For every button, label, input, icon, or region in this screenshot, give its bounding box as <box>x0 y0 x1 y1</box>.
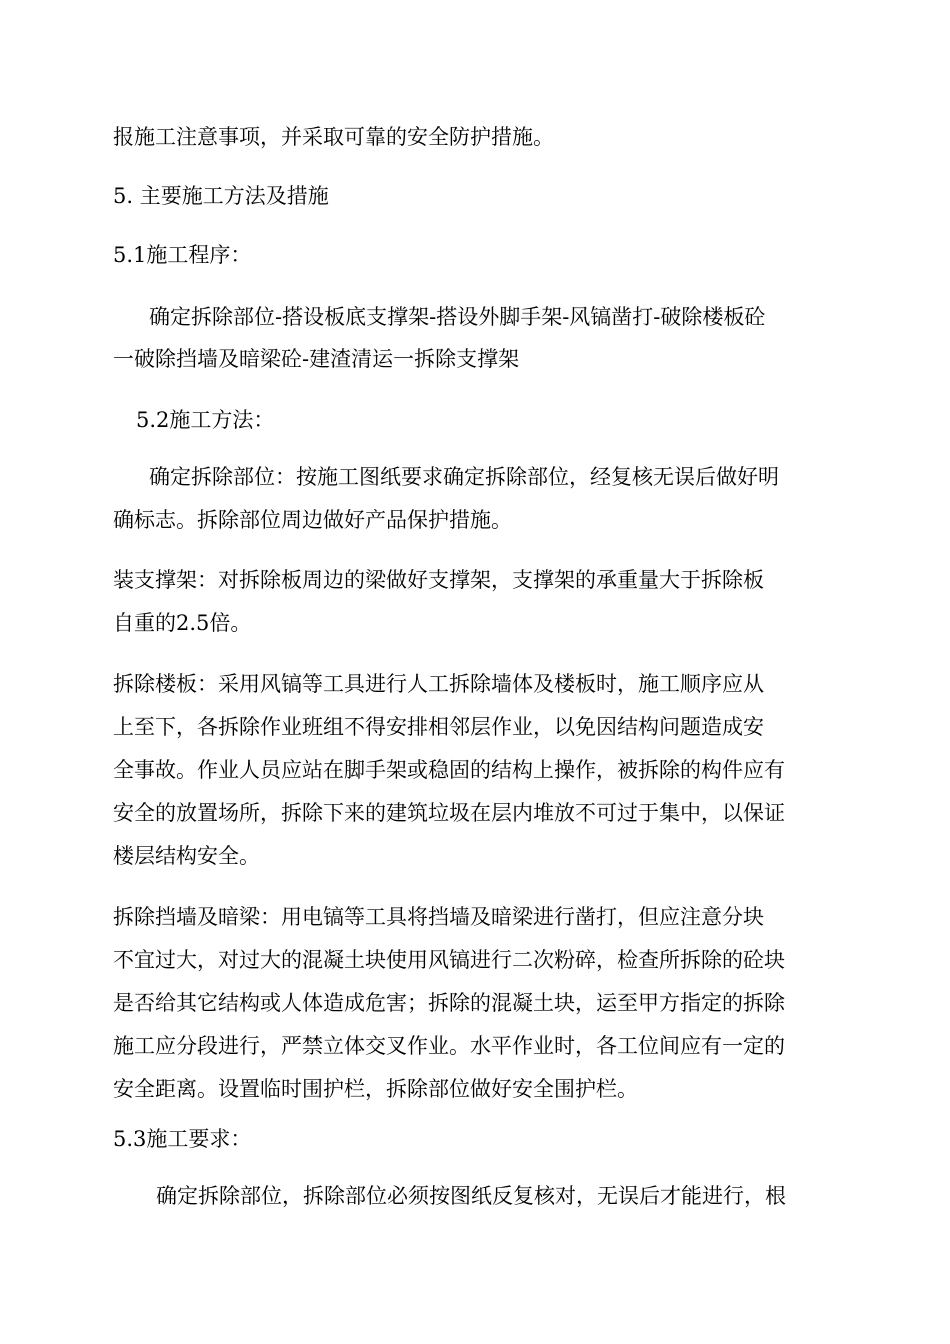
subsection-heading-5-1: 5.1施工程序： <box>113 243 252 267</box>
paragraph-line: 确定拆除部位，拆除部位必须按图纸反复核对，无误后才能进行，根 <box>156 1184 786 1208</box>
subsection-heading-5-3: 5.3施工要求： <box>113 1127 252 1151</box>
paragraph-line: 施工应分段进行，严禁立体交叉作业。水平作业时，各工位间应有一定的 <box>113 1034 785 1058</box>
paragraph-line: 安全距离。设置临时围护栏，拆除部位做好安全围护栏。 <box>113 1077 638 1101</box>
paragraph-line: 自重的2.5倍。 <box>113 611 252 635</box>
section-heading-5: 5. 主要施工方法及措施 <box>113 184 329 208</box>
paragraph-line: 是否给其它结构或人体造成危害；拆除的混凝土块，运至甲方指定的拆除 <box>113 991 785 1015</box>
paragraph-line: 不宜过大，对过大的混凝土块使用风镐进行二次粉碎，检查所拆除的砼块 <box>113 948 785 972</box>
paragraph-line: 全事故。作业人员应站在脚手架或稳固的结构上操作，被拆除的构件应有 <box>113 758 785 782</box>
paragraph-line: 安全的放置场所，拆除下来的建筑垃圾在层内堆放不可过于集中，以保证 <box>113 801 785 825</box>
subsection-heading-5-2: 5.2施工方法： <box>136 408 275 432</box>
paragraph-line: 拆除楼板：采用风镐等工具进行人工拆除墙体及楼板时，施工顺序应从 <box>113 672 764 696</box>
paragraph-line: 拆除挡墙及暗梁：用电镐等工具将挡墙及暗梁进行凿打，但应注意分块 <box>113 905 764 929</box>
paragraph-line: 报施工注意事项，并采取可靠的安全防护措施。 <box>113 125 554 149</box>
paragraph-line: 确定拆除部位：按施工图纸要求确定拆除部位，经复核无误后做好明 <box>149 465 779 489</box>
paragraph-line: 确定拆除部位-搭设板底支撑架-搭设外脚手架-风镐凿打-破除楼板砼 <box>149 305 766 329</box>
paragraph-line: 装支撑架：对拆除板周边的梁做好支撑架，支撑架的承重量大于拆除板 <box>113 568 764 592</box>
paragraph-line: 上至下，各拆除作业班组不得安排相邻层作业，以免因结构问题造成安 <box>113 715 764 739</box>
paragraph-line: 楼层结构安全。 <box>113 844 260 868</box>
paragraph-line: 确标志。拆除部位周边做好产品保护措施。 <box>113 508 512 532</box>
paragraph-line: 一破除挡墙及暗梁砼-建渣清运一拆除支撑架 <box>113 347 520 371</box>
